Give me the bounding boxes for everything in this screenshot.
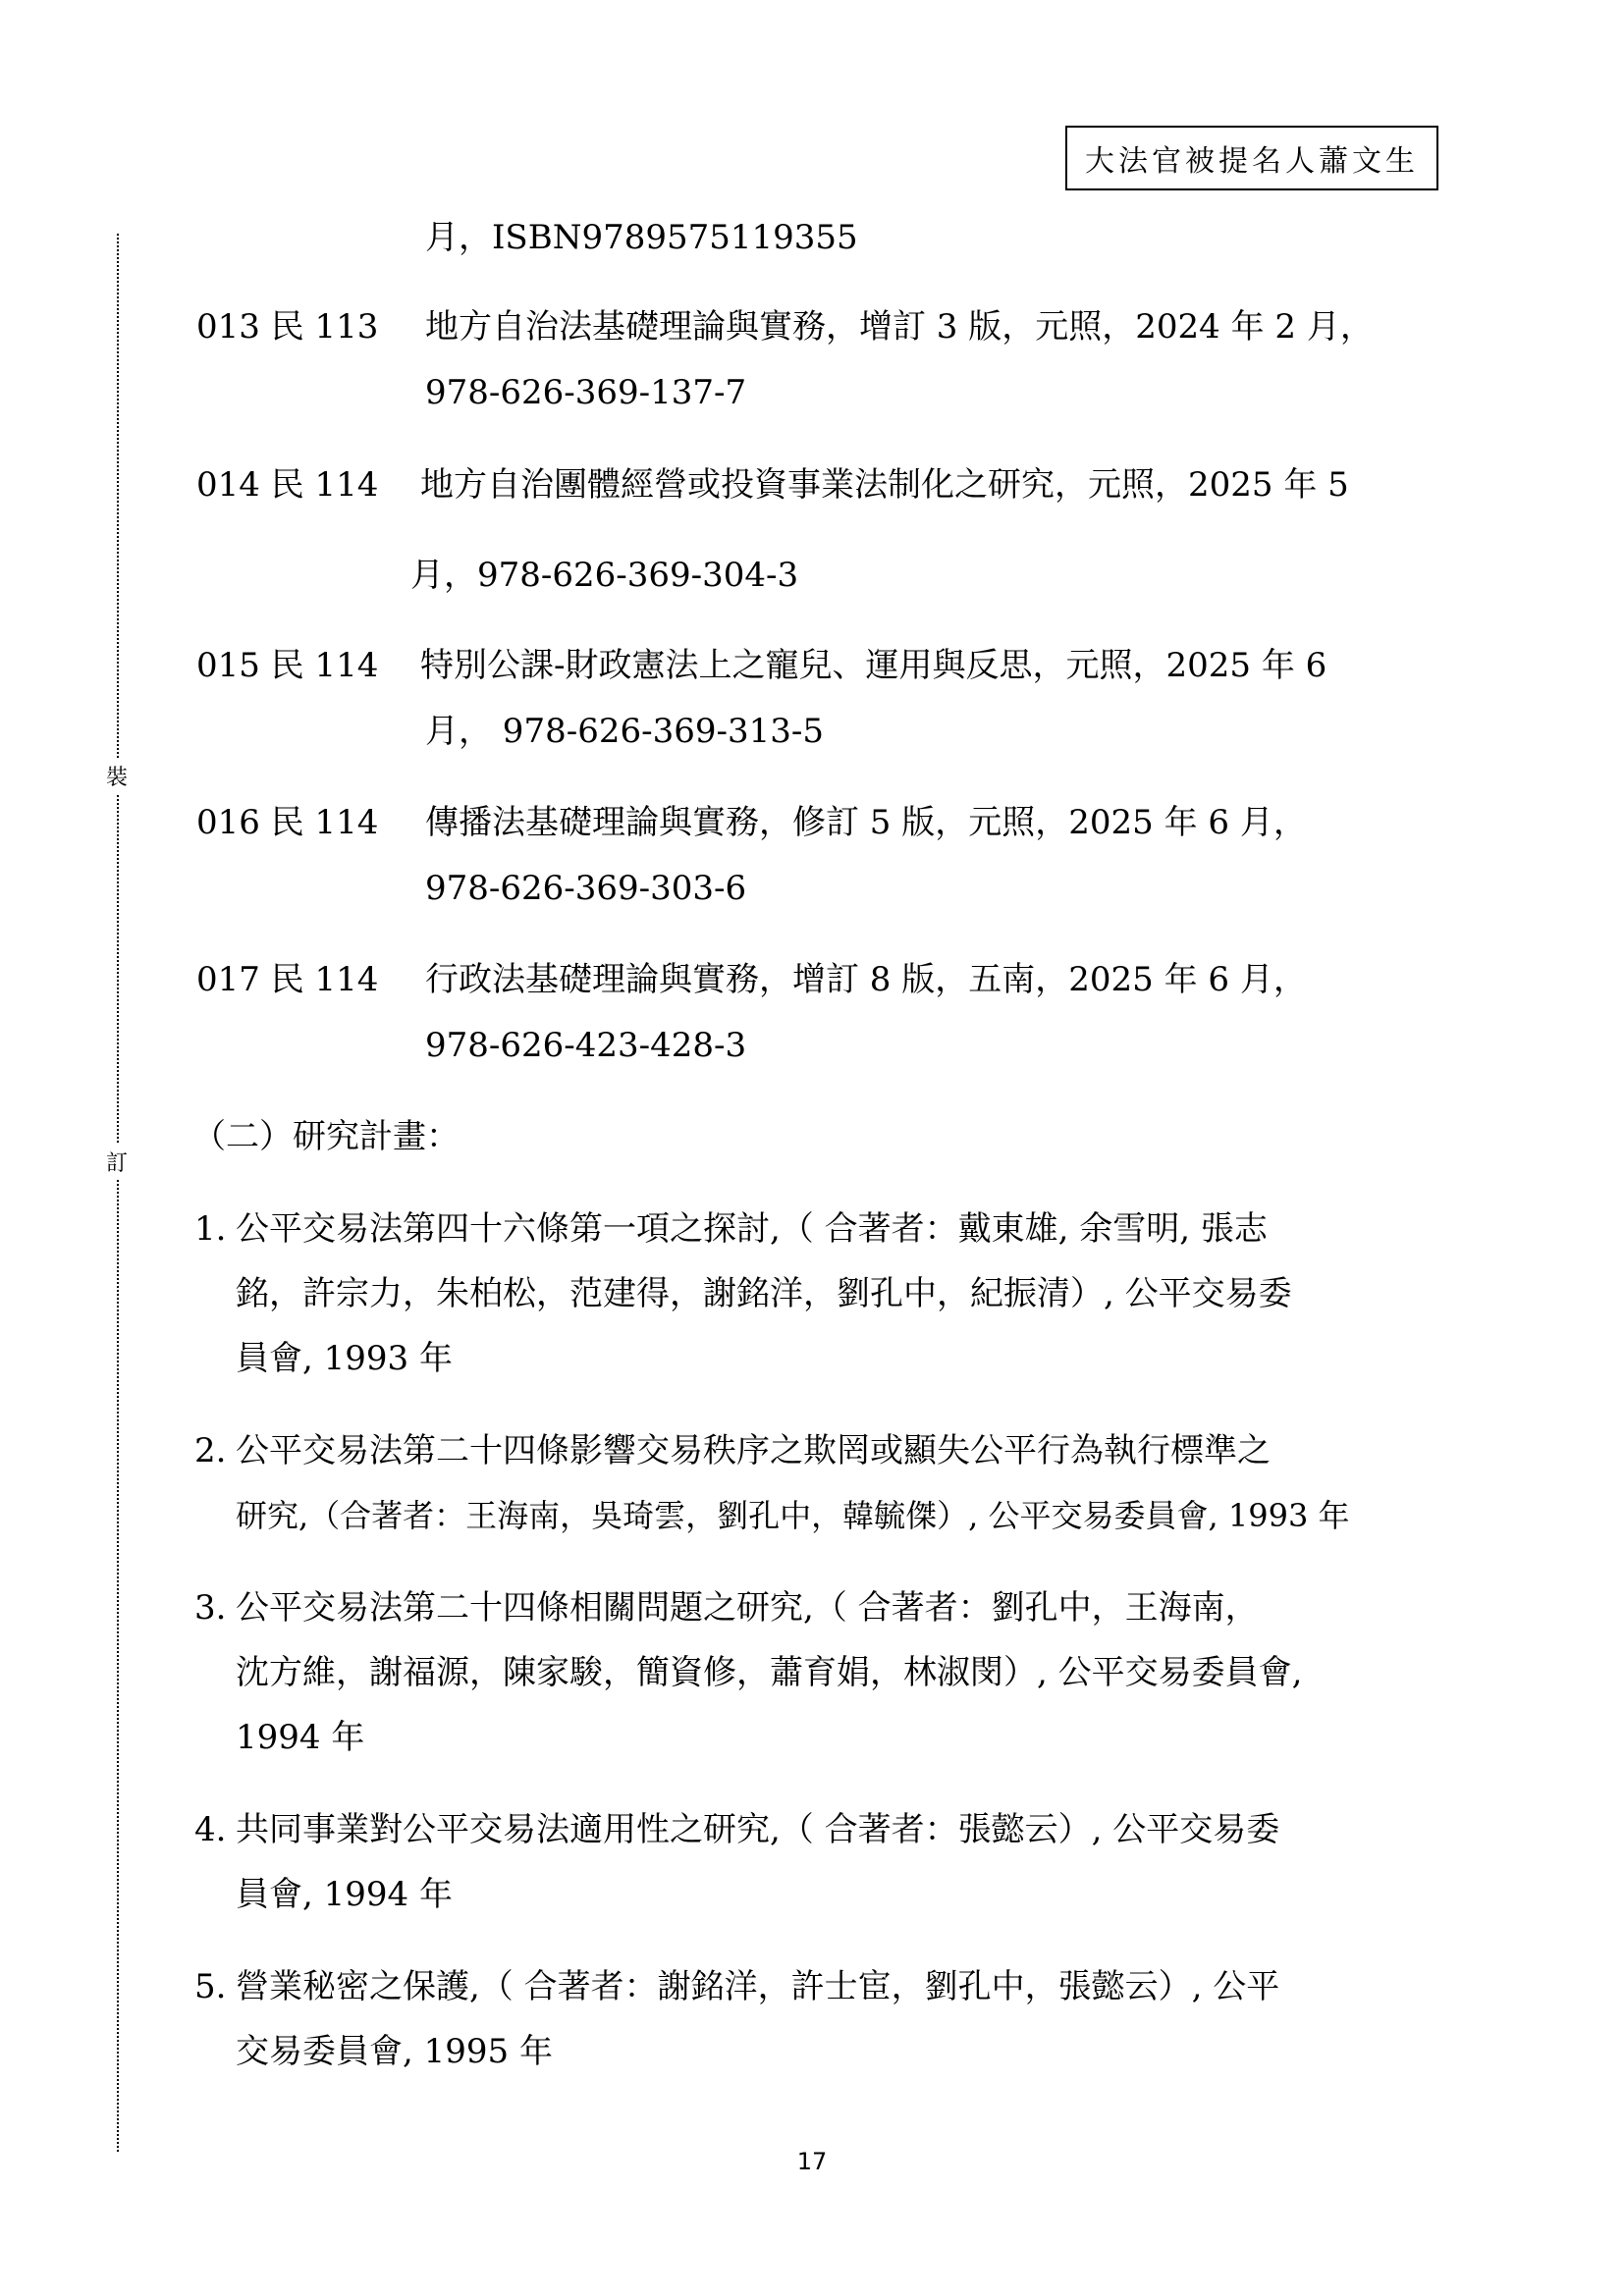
research-item-line: 研究,（合著者：王海南，吳琦雲，劉孔中，韓毓傑）, 公平交易委員會, 1993 年 [236, 1497, 1350, 1534]
research-item-line: 交易委員會, 1995 年 [236, 2032, 553, 2071]
research-section-heading: （二）研究計畫： [192, 1117, 460, 1156]
binding-mark-zhuang: 裝 [100, 758, 134, 794]
book-entry-line: 地方自治團體經營或投資事業法制化之研究，元照，2025 年 5 [420, 465, 1349, 505]
book-entry-number: 016 民 114 [196, 803, 379, 842]
research-item-line: 共同事業對公平交易法適用性之研究,（ 合著者：張懿云）, 公平交易委 [236, 1810, 1280, 1849]
research-item-line: 沈方維，謝福源，陳家駿，簡資修，蕭育娟，林淑閔）, 公平交易委員會, [236, 1653, 1303, 1692]
book-entry-line: 地方自治法基礎理論與實務，增訂 3 版，元照，2024 年 2 月， [425, 307, 1374, 347]
book-entry-line: 行政法基礎理論與實務，增訂 8 版，五南，2025 年 6 月， [425, 960, 1307, 999]
book-entry-line: 978-626-369-303-6 [425, 869, 747, 908]
binding-mark-ding: 訂 [100, 1144, 134, 1180]
research-item-line: 員會, 1994 年 [236, 1875, 453, 1914]
book-entry-continuation: 月，ISBN9789575119355 [425, 218, 858, 257]
book-entry-line: 月，978-626-369-304-3 [410, 556, 799, 595]
research-item-number: 5. [194, 1967, 227, 2006]
book-entry-line: 傳播法基礎理論與實務，修訂 5 版，元照，2025 年 6 月， [425, 803, 1307, 842]
binding-line [117, 234, 119, 2152]
research-item-line: 銘，許宗力，朱柏松，范建得，謝銘洋，劉孔中，紀振清）, 公平交易委 [236, 1274, 1292, 1313]
research-item-line: 公平交易法第四十六條第一項之探討,（ 合著者：戴東雄, 余雪明, 張志 [236, 1209, 1268, 1249]
book-entry-line: 978-626-423-428-3 [425, 1026, 747, 1065]
research-item-line: 員會, 1993 年 [236, 1339, 453, 1378]
book-entry-number: 014 民 114 [196, 465, 379, 505]
research-item-line: 公平交易法第二十四條相關問題之研究,（ 合著者：劉孔中，王海南， [236, 1588, 1259, 1628]
research-item-line: 1994 年 [236, 1718, 365, 1757]
research-item-number: 1. [194, 1209, 227, 1249]
research-item-number: 2. [194, 1431, 227, 1470]
book-entry-number: 017 民 114 [196, 960, 379, 999]
book-entry-number: 015 民 114 [196, 646, 379, 685]
book-entry-line: 特別公課-財政憲法上之寵兒、運用與反思，元照，2025 年 6 [420, 646, 1327, 685]
book-entry-line: 月， 978-626-369-313-5 [425, 712, 824, 751]
book-entry-line: 978-626-369-137-7 [425, 373, 747, 412]
research-item-line: 公平交易法第二十四條影響交易秩序之欺罔或顯失公平行為執行標準之 [236, 1431, 1271, 1470]
book-entry-number: 013 民 113 [196, 307, 379, 347]
nominee-header-box: 大法官被提名人蕭文生 [1065, 126, 1438, 190]
research-item-line: 營業秘密之保護,（ 合著者：謝銘洋，許士宦，劉孔中，張懿云）, 公平 [236, 1967, 1280, 2006]
research-item-number: 3. [194, 1588, 227, 1628]
page-number: 17 [796, 2148, 828, 2175]
research-item-number: 4. [194, 1810, 227, 1849]
